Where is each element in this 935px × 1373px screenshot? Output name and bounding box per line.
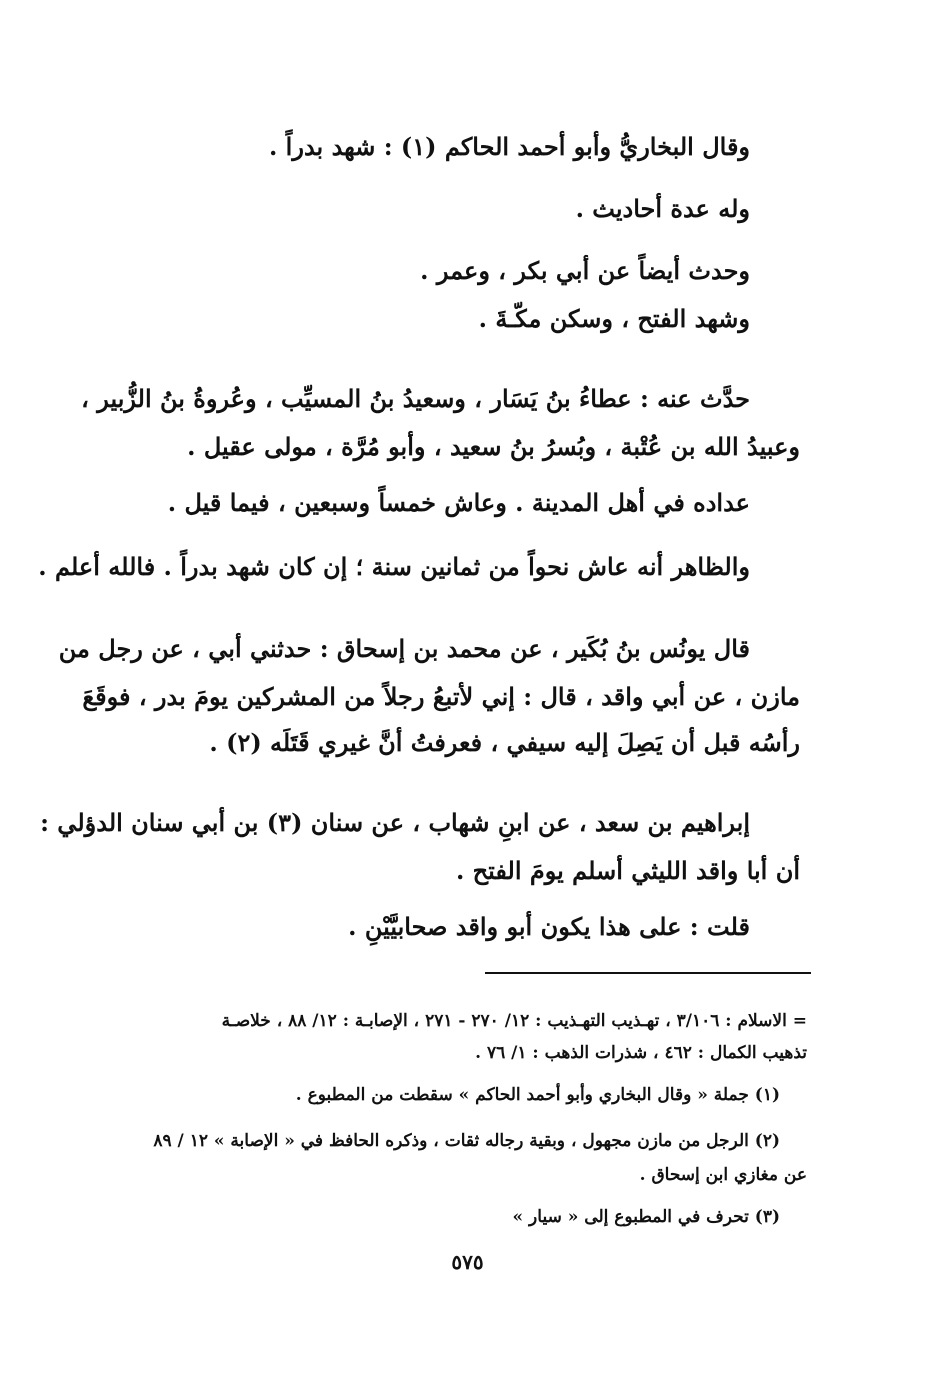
body-line: وشهد الفتح ، وسكن مكّـةَ . bbox=[478, 304, 750, 333]
footnote-line: عن مغازي ابن إسحاق . bbox=[639, 1165, 807, 1185]
body-line: رأسُه قبل أن يَصِلَ إليه سيفي ، فعرفتُ أنَّ غيري قَتَلَه (٢) . bbox=[209, 728, 800, 757]
body-line: مازن ، عن أبي واقد ، قال : إني لأتبعُ رجلاً من المشركين يومَ بدر ، فوقَعَ bbox=[82, 682, 800, 711]
body-line: وحدث أيضاً عن أبي بكر ، وعمر . bbox=[420, 256, 750, 285]
body-line: وعبيدُ الله بن عُتْبة ، وبُسرُ بنُ سعيد ، وأبو مُرَّة ، مولى عقيل . bbox=[187, 432, 800, 461]
body-line: وله عدة أحاديث . bbox=[575, 194, 750, 223]
body-line: قال يونُس بنُ بُكَير ، عن محمد بن إسحاق : حدثني أبي ، عن رجل من bbox=[58, 634, 750, 663]
page-number: ٥٧٥ bbox=[451, 1250, 484, 1274]
footnote-line: (٣) تحرف في المطبوع إلى « سيار » bbox=[512, 1207, 780, 1227]
body-line: أن أبا واقد الليثي أسلم يومَ الفتح . bbox=[455, 856, 800, 885]
footnote-line: (٢) الرجل من مازن مجهول ، وبقية رجاله ثقات ، وذكره الحافظ في « الإصابة » ١٢ / ٨٩ bbox=[153, 1131, 780, 1151]
footnote-line: = الاسلام : ٣/١٠٦ ، تهـذيب التهـذيب : ١٢/ ٢٧٠ - ٢٧١ ، الإصابـة : ١٢/ ٨٨ ، خلاصـة bbox=[221, 1011, 807, 1031]
body-line: قلت : على هذا يكون أبو واقد صحابيَّيْنِ . bbox=[348, 912, 750, 941]
footnote-line: (١) جملة « وقال البخاري وأبو أحمد الحاكم » سقطت من المطبوع . bbox=[295, 1085, 780, 1105]
body-line: حدَّث عنه : عطاءُ بنُ يَسَار ، وسعيدُ بنُ المسيِّب ، وعُروةُ بنُ الزُّبير ، bbox=[81, 384, 750, 413]
body-line: عداده في أهل المدينة . وعاش خمساً وسبعين ، فيما قيل . bbox=[167, 488, 750, 517]
body-line: وقال البخاريُّ وأبو أحمد الحاكم (١) : شهد بدراً . bbox=[268, 132, 750, 161]
footnote-line: تذهيب الكمال : ٤٦٢ ، شذرات الذهب : ١/ ٧٦ . bbox=[475, 1043, 807, 1063]
body-line: والظاهر أنه عاش نحواً من ثمانين سنة ؛ إن كان شهد بدراً . فالله أعلم . bbox=[38, 552, 750, 581]
footnote-separator bbox=[485, 972, 811, 974]
body-line: إبراهيم بن سعد ، عن ابنِ شهاب ، عن سنان (٣) بن أبي سنان الدؤلي : bbox=[40, 808, 750, 837]
